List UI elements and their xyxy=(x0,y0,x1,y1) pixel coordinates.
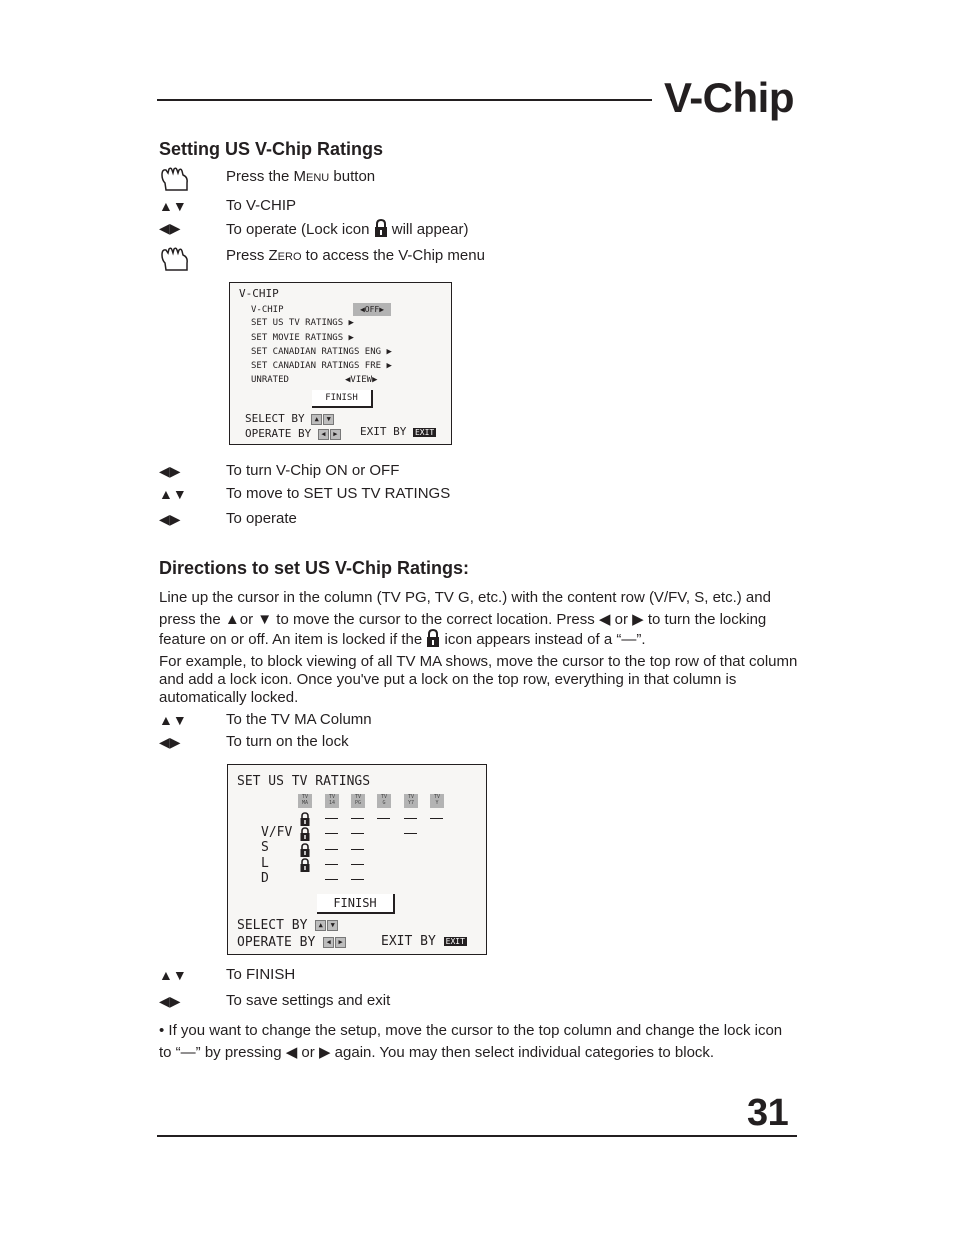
menu-key-label: Menu xyxy=(293,168,330,185)
unlocked-dash xyxy=(404,818,417,819)
unlocked-dash xyxy=(404,833,417,834)
section-heading-setting: Setting US V-Chip Ratings xyxy=(159,139,384,159)
down-arrow-icon: ▼ xyxy=(257,611,273,628)
note-paragraph xyxy=(159,1020,809,1064)
page-number: 31 xyxy=(747,1092,789,1134)
osd-operate-row xyxy=(245,427,342,440)
lock-icon xyxy=(300,812,310,826)
left-arrow-icon: ◀ xyxy=(598,611,611,628)
step-text: To save settings and exit xyxy=(226,992,391,1009)
step-text-pre: Press xyxy=(226,247,269,264)
exit-key-icon: EXIT xyxy=(445,937,465,946)
column-header-tv-y7 xyxy=(404,794,418,808)
text: or xyxy=(239,611,258,628)
text: feature on or off. An item is locked if the xyxy=(159,631,427,648)
unlocked-dash xyxy=(351,833,364,834)
step-text-post: will appear) xyxy=(387,221,469,238)
right-arrow-icon: ▶ xyxy=(632,611,644,628)
osd-value-off-text: OFF xyxy=(364,305,380,314)
osd-value-view-text: VIEW xyxy=(350,375,373,385)
step-text: To FINISH xyxy=(226,966,296,983)
text: or xyxy=(610,611,633,628)
us-tv-ratings-screen xyxy=(227,764,487,955)
column-header-tv-pg xyxy=(351,794,365,808)
col-bottom: 14 xyxy=(328,800,336,806)
osd-finish-button: FINISH xyxy=(317,894,395,914)
osd-value-view: ◀VIEW▶ xyxy=(345,375,378,385)
osd-row-label: SET CANADIAN RATINGS ENG xyxy=(251,347,382,357)
left-right-arrows-icon: ◀▶ xyxy=(159,511,181,527)
text: to “—” by pressing xyxy=(159,1044,286,1061)
unlocked-dash xyxy=(430,818,443,819)
left-right-arrows-icon: ◀▶ xyxy=(159,220,181,236)
osd-row-unrated: UNRATED xyxy=(251,375,289,385)
up-down-arrows-icon: ▲▼ xyxy=(159,198,187,214)
osd-row-movie: SET MOVIE RATINGS ▶ xyxy=(251,333,354,343)
unlocked-dash xyxy=(377,818,390,819)
column-header-tv-g xyxy=(377,794,391,808)
step-text: To turn V-Chip ON or OFF xyxy=(226,462,400,479)
step-text: To move to SET US TV RATINGS xyxy=(226,485,451,502)
osd-exit-row xyxy=(360,425,436,438)
right-key-icon: ▶ xyxy=(330,429,341,440)
step-text: To operate xyxy=(226,510,297,527)
osd-operate-label: OPERATE BY xyxy=(245,427,312,440)
left-right-arrows-icon: ◀▶ xyxy=(159,993,181,1009)
col-top: TV xyxy=(301,794,309,800)
right-key-icon: ▶ xyxy=(335,937,346,948)
osd-row-label: SET CANADIAN RATINGS FRE xyxy=(251,361,382,371)
unlocked-dash xyxy=(325,849,338,850)
osd-exit-label: EXIT BY xyxy=(360,425,407,438)
directions-line-3 xyxy=(159,629,799,651)
step-text-post: to access the V-Chip menu xyxy=(301,247,485,264)
column-header-tv-y xyxy=(430,794,444,808)
up-arrow-icon: ▲ xyxy=(224,611,240,628)
osd-row-can-eng: SET CANADIAN RATINGS ENG ▶ xyxy=(251,347,392,357)
column-header-tv-14 xyxy=(325,794,339,808)
directions-paragraph-1 xyxy=(159,589,799,651)
left-key-icon: ◀ xyxy=(323,937,334,948)
osd-row-can-fre: SET CANADIAN RATINGS FRE ▶ xyxy=(251,361,392,371)
directions-paragraph-2: For example, to block viewing of all TV MA shows, move the cursor to the top row of that column and add a lock icon. Once you've put a lock on the top row, everything in that column is automatically locked. xyxy=(159,653,798,706)
osd-select-row xyxy=(237,918,339,933)
left-right-arrows-icon: ◀▶ xyxy=(159,734,181,750)
osd-operate-row xyxy=(237,935,347,950)
text: or xyxy=(297,1044,319,1061)
up-key-icon: ▲ xyxy=(315,920,326,931)
osd-title: SET US TV RATINGS xyxy=(237,774,371,789)
vchip-menu-screen xyxy=(229,282,452,445)
header-rule xyxy=(157,99,652,101)
unlocked-dash xyxy=(325,864,338,865)
left-key-icon: ◀ xyxy=(318,429,329,440)
lock-icon xyxy=(300,843,310,857)
osd-exit-label: EXIT BY xyxy=(381,934,436,949)
col-top: TV xyxy=(407,794,415,800)
section-heading-directions: Directions to set US V-Chip Ratings: xyxy=(159,558,470,578)
text: icon appears instead of a “—”. xyxy=(440,631,646,648)
step-text-pre: Press the xyxy=(226,168,294,185)
col-bottom: PG xyxy=(354,800,362,806)
down-key-icon: ▼ xyxy=(323,414,334,425)
osd-row-us-tv: SET US TV RATINGS ▶ xyxy=(251,318,354,328)
col-top: TV xyxy=(354,794,362,800)
unlocked-dash xyxy=(351,879,364,880)
col-bottom: Y xyxy=(435,800,439,806)
osd-value-off: ◀OFF▶ xyxy=(353,303,391,316)
col-top: TV xyxy=(380,794,388,800)
unlocked-dash xyxy=(351,864,364,865)
row-label-d: D xyxy=(261,871,269,886)
note-line-2 xyxy=(159,1042,809,1064)
unlocked-dash xyxy=(325,879,338,880)
left-arrow-icon: ◀ xyxy=(285,1044,298,1061)
up-down-arrows-icon: ▲▼ xyxy=(159,712,187,728)
col-top: TV xyxy=(433,794,441,800)
osd-row-vchip: V-CHIP xyxy=(251,305,284,315)
osd-operate-label: OPERATE BY xyxy=(237,935,316,950)
text: to move the cursor to the correct location. Press xyxy=(272,611,599,628)
col-bottom: G xyxy=(382,800,386,806)
text: to turn the locking xyxy=(643,611,767,628)
col-bottom: Y7 xyxy=(407,800,415,806)
column-header-tv-ma xyxy=(298,794,312,808)
osd-finish-button: FINISH xyxy=(312,390,373,408)
footer-rule xyxy=(157,1135,797,1137)
row-label-s: S xyxy=(261,840,269,855)
osd-row-label: SET US TV RATINGS xyxy=(251,318,344,328)
osd-title: V-CHIP xyxy=(239,287,279,300)
lock-icon xyxy=(374,219,388,237)
unlocked-dash xyxy=(351,849,364,850)
osd-select-label: SELECT BY xyxy=(245,412,305,425)
col-top: TV xyxy=(328,794,336,800)
text: again. You may then select individual categories to block. xyxy=(330,1044,715,1061)
lock-icon xyxy=(300,858,310,872)
hand-icon xyxy=(160,165,190,193)
down-key-icon: ▼ xyxy=(327,920,338,931)
step-text: To the TV MA Column xyxy=(226,711,372,728)
up-down-arrows-icon: ▲▼ xyxy=(159,967,187,983)
unlocked-dash xyxy=(351,818,364,819)
step-text-post: button xyxy=(329,168,376,185)
osd-row-label: SET MOVIE RATINGS xyxy=(251,333,344,343)
col-bottom: MA xyxy=(301,800,309,806)
exit-key-icon: EXIT xyxy=(414,427,435,437)
right-arrow-icon: ▶ xyxy=(318,1044,331,1061)
osd-select-row xyxy=(245,412,335,425)
zero-key-label: Zero xyxy=(268,247,302,264)
left-right-arrows-icon: ◀▶ xyxy=(159,463,181,479)
row-label-vfv: V/FV xyxy=(261,825,293,840)
step-text-pre: To operate (Lock icon xyxy=(226,221,374,238)
note-line-1: • If you want to change the setup, move the cursor to the top column and change the lock icon xyxy=(159,1022,783,1039)
unlocked-dash xyxy=(325,833,338,834)
step-text: To V-CHIP xyxy=(226,197,297,214)
osd-exit-row xyxy=(381,934,467,949)
hand-icon xyxy=(160,245,190,273)
text: press the xyxy=(159,611,225,628)
up-down-arrows-icon: ▲▼ xyxy=(159,486,187,502)
step-text: To turn on the lock xyxy=(226,733,349,750)
directions-line-1: Line up the cursor in the column (TV PG, TV G, etc.) with the content row (V/FV, S, etc.) and xyxy=(159,589,771,606)
directions-line-2 xyxy=(159,611,799,629)
page-title: V-Chip xyxy=(664,74,794,121)
osd-select-label: SELECT BY xyxy=(237,918,308,933)
row-label-l: L xyxy=(261,856,269,871)
lock-icon xyxy=(300,827,310,841)
lock-icon xyxy=(426,629,440,647)
up-key-icon: ▲ xyxy=(311,414,322,425)
unlocked-dash xyxy=(325,818,338,819)
